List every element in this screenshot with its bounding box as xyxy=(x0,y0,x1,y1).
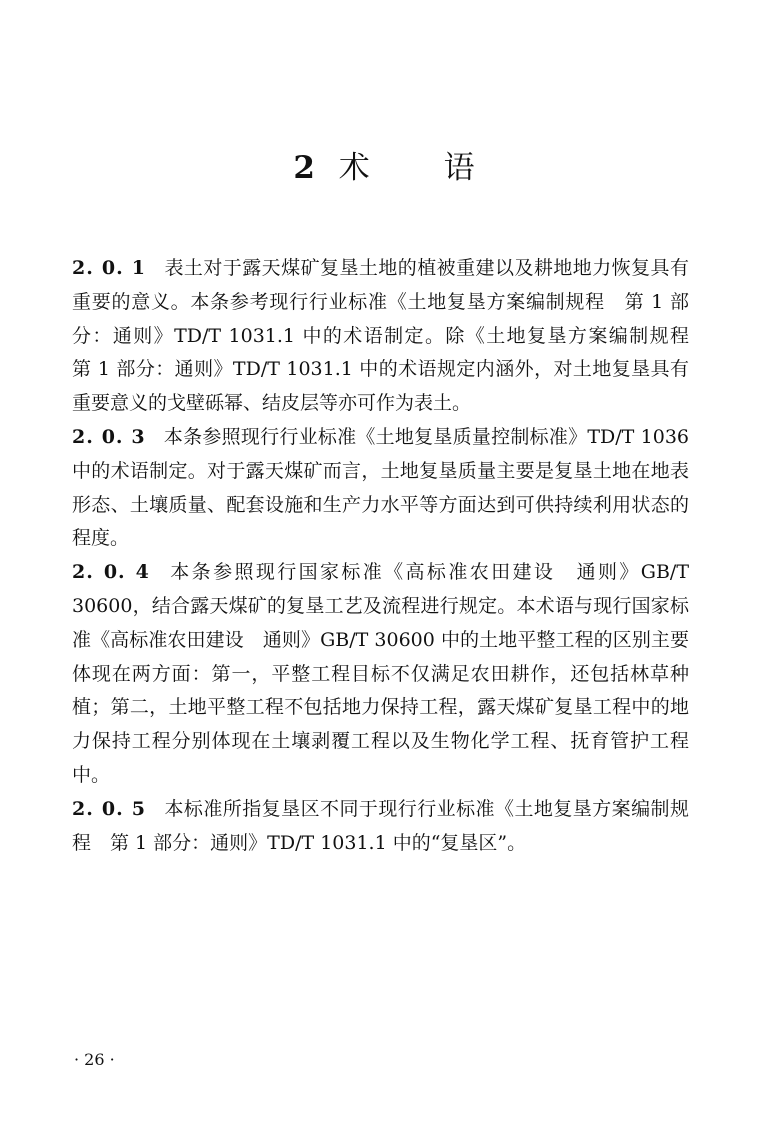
clause-text: 本标准所指复垦区不同于现行行业标准《土地复垦方案编制规程 第 1 部分：通则》TD/T 1031.1 中的“复垦区”。 xyxy=(72,797,689,854)
clause-text: 表土对于露天煤矿复垦土地的植被重建以及耕地地力恢复具有重要的意义。本条参考现行行业标准《土地复垦方案编制规程 第 1 部分：通则》TD/T 1031.1 中的术语制定。除《土地复垦方案编制规程 第 1 部分：通则》TD/T 1031.1 中的术语规定内涵外，对土地复垦具有重要意义的戈壁砾幂、结皮层等亦可作为表土。 xyxy=(72,257,709,415)
chapter-number: 2 xyxy=(293,150,315,186)
clause-number: 2. 0. 3 xyxy=(72,425,146,448)
chapter-title-char-2: 语 xyxy=(443,150,475,186)
clause-number: 2. 0. 4 xyxy=(72,561,150,584)
clause-number: 2. 0. 1 xyxy=(72,257,147,279)
clause-number: 2. 0. 5 xyxy=(72,797,147,820)
clause-text: 本条参照现行国家标准《高标准农田建设 通则》GB/T 30600，结合露天煤矿的复垦工艺及流程进行规定。本术语与现行国家标准《高标准农田建设 通则》GB/T 30600 中的土地平整工程的区别主要体现在两方面：第一，平整工程目标不仅满足农田耕作，还包括林草种植；第二，土地平整工程不包括地力保持工程，露天煤矿复垦工程中的地力保持工程分别体现在土壤剥覆工程以及生物化学工程、抚育管护工程中。 xyxy=(72,561,690,786)
clause-2-0-1 xyxy=(72,252,709,421)
clause-text: 本条参照现行行业标准《土地复垦质量控制标准》TD/T 1036 中的术语制定。对于露天煤矿而言，土地复垦质量主要是复垦土地在地表形态、土壤质量、配套设施和生产力水平等方面达到可供持续利用状态的程度。 xyxy=(72,425,689,550)
clause-2-0-3 xyxy=(72,421,689,556)
clause-2-0-4 xyxy=(72,556,689,793)
chapter-title-char-1: 术 xyxy=(338,150,370,186)
clause-2-0-5 xyxy=(72,793,689,861)
chapter-title xyxy=(0,148,768,188)
clause-list xyxy=(72,252,709,860)
page-number: · 26 · xyxy=(74,1050,115,1069)
